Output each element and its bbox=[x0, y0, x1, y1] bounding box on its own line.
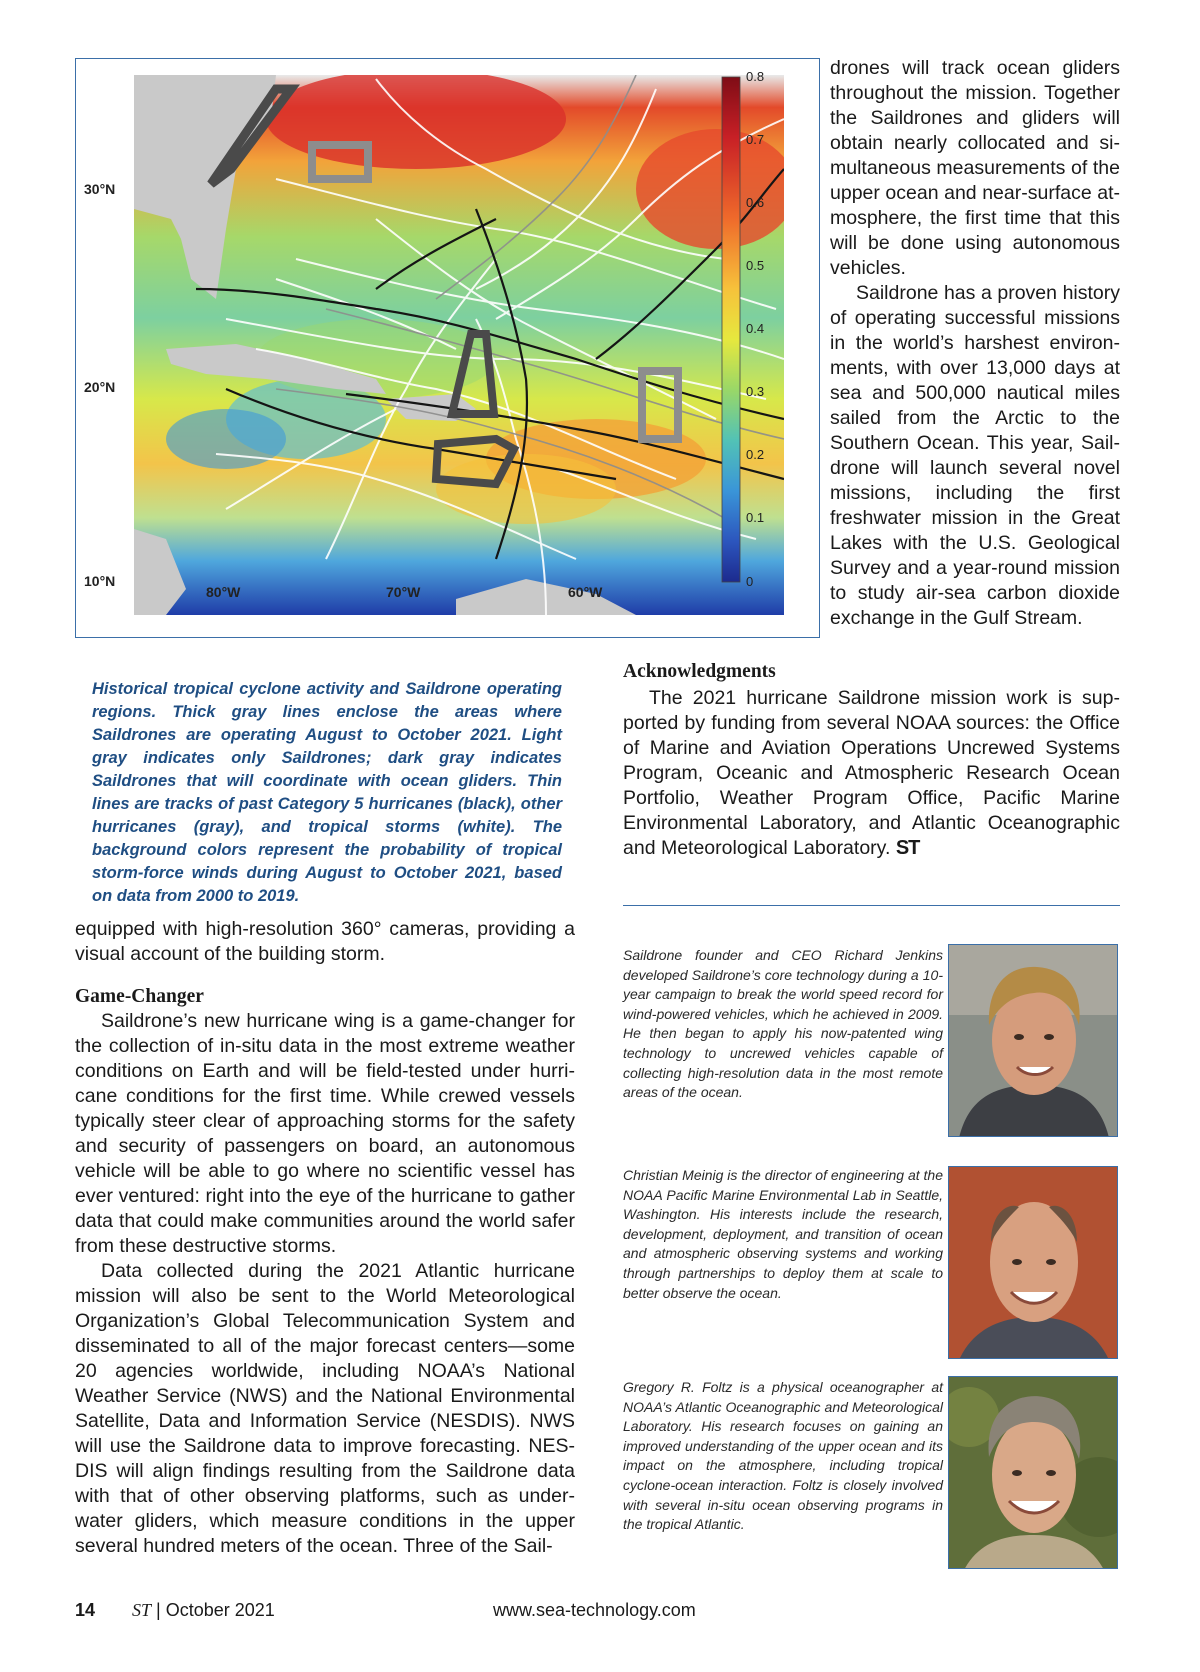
acknowledgments-heading: Acknowledgments bbox=[623, 661, 776, 682]
magazine-abbrev: ST bbox=[132, 1600, 152, 1620]
paragraph: Saildrone’s new hurricane wing is a game-changer for the collection of in-situ data in the most extreme weather conditions on Earth and will be field-tested under hurricane conditions for the first time. While crewed vessels typically steer clear of approaching storms for the safety and security of passengers on board, an autonomous vehicle will be able to go where no scientific vessel has ever ventured: right into the eye of the hurricane to gather data that could make communities around the world safer from these destructive storms. bbox=[75, 1010, 575, 1257]
acknowledgments-text bbox=[623, 686, 1120, 861]
tropical-cyclone-map-figure bbox=[75, 58, 820, 638]
bio-richard-jenkins: Saildrone founder and CEO Richard Jenkins developed Saildrone’s core technology during a 10-year campaign to break the world speed record for wind-powered vehicles, which he achieved in 2009. He then began to apply his now-patented wing technology to uncrewed vehicles capable of collecting high-resolution data in the most remote areas of the ocean. bbox=[623, 947, 943, 1101]
map-plot-area bbox=[134, 69, 796, 615]
game-changer-heading: Game-Changer bbox=[75, 986, 204, 1007]
colorbar-tick: 0.3 bbox=[746, 384, 765, 399]
colorbar-tick: 0 bbox=[746, 574, 754, 589]
probability-colorbar bbox=[722, 77, 740, 582]
right-column-text bbox=[830, 56, 1120, 631]
colorbar-tick: 0.6 bbox=[746, 195, 765, 210]
paragraph: equipped with high-resolution 360° cameras, providing a visual account of the building storm. bbox=[75, 918, 575, 965]
colorbar-tick: 0.7 bbox=[746, 132, 765, 147]
lat-label-20n: 20°N bbox=[84, 379, 116, 395]
cyclone-probability-map bbox=[76, 59, 821, 639]
issue-info bbox=[132, 1600, 275, 1621]
lon-label-80w: 80°W bbox=[206, 584, 241, 600]
bio-gregory-foltz: Gregory R. Foltz is a physical oceanographer at NOAA’s Atlantic Oceanographic and Meteorological Laboratory. His research focuses on gaining an improved understanding of the upper ocean and its impact on the atmosphere, including tropical cyclone-ocean interaction. Foltz is closely involved with several in-situ ocean observing programs in the tropical Atlantic. bbox=[623, 1379, 943, 1533]
acknowledgments-paragraph: The 2021 hurricane Saildrone mission work is supported by funding from several NOAA sources: the Office of Marine and Aviation Operations Uncrewed Systems Program, Oceanic and Atmospheric Research Ocean Portfolio, Weather Program Office, Pacific Marine Environmental Laboratory, and Atlantic Oceanographic and Meteorological Laboratory. bbox=[623, 687, 1120, 859]
lat-label-10n: 10°N bbox=[84, 573, 116, 589]
figure-caption: Historical tropical cyclone activity and Saildrone operating regions. Thick gray lines enclose the areas where Saildrones are operating August to October 2021. Light gray indicates only Saildrones; dark gray indicates Saildrones that will coordinate with ocean gliders. Thin lines are tracks of past Category 5 hurricanes (black), other hurricanes (gray), and tropical storms (white). The background colors represent the probability of tropical storm-force winds during August to October 2021, based on data from 2000 to 2019. bbox=[92, 680, 562, 905]
colorbar-tick: 0.8 bbox=[746, 69, 765, 84]
bio-christian-meinig: Christian Meinig is the director of engineering at the NOAA Pacific Marine Environmental Lab in Seattle, Washington. His interests include the research, development, deployment, and transition of ocean and atmospheric observing systems and working through partnerships to deploy them at scale to better observe the ocean. bbox=[623, 1167, 943, 1301]
paragraph: Saildrone has a proven history of operating successful missions in the world’s harshest environments, with over 13,000 days at sea and 500,000 nautical miles sailed from the Arctic to the Southern Ocean. This year, Saildrone will launch several novel missions, including the first freshwater mission in the Great Lakes with the U.S. Geological Survey and a year-round mission to study air-sea carbon dioxide exchange in the Gulf Stream. bbox=[830, 282, 1120, 629]
photo-richard-jenkins bbox=[948, 944, 1118, 1137]
left-column-text bbox=[75, 917, 575, 1559]
paragraph: Data collected during the 2021 Atlantic hurricane mission will also be sent to the World Meteorological Organization’s Global Telecommunication System and disseminated to all of the major forecast centers—some 20 agencies worldwide, including NOAA’s National Weather Service (NWS) and the National Environmental Satellite, Data and Information Service (NESDIS). NWS will use the Saildrone data to improve forecasting. NESDIS will align findings resulting from the Saildrone data with that of other observing platforms, such as underwater gliders, which measure conditions in the upper several hundred meters of the ocean. Three of the Sail- bbox=[75, 1260, 575, 1557]
lat-label-30n: 30°N bbox=[84, 181, 116, 197]
colorbar-tick: 0.2 bbox=[746, 447, 765, 462]
photo-christian-meinig bbox=[948, 1166, 1118, 1359]
colorbar-tick: 0.5 bbox=[746, 258, 765, 273]
lon-label-70w: 70°W bbox=[386, 584, 421, 600]
website-url[interactable]: www.sea-technology.com bbox=[493, 1600, 696, 1620]
section-divider bbox=[623, 905, 1120, 906]
colorbar-tick: 0.1 bbox=[746, 510, 765, 525]
paragraph: drones will track ocean gliders throughout the mission. Together the Saildrones and gliders will obtain nearly collocated and simultaneous measurements of the upper ocean and near-surface atmosphere, the first time that this will be done using autonomous vehicles. bbox=[830, 57, 1120, 279]
end-of-article-mark: ST bbox=[895, 837, 920, 859]
issue-date: | October 2021 bbox=[156, 1600, 275, 1620]
photo-gregory-foltz bbox=[948, 1376, 1118, 1569]
page-number: 14 bbox=[75, 1600, 96, 1620]
lon-label-60w: 60°W bbox=[568, 584, 603, 600]
colorbar-tick: 0.4 bbox=[746, 321, 765, 336]
